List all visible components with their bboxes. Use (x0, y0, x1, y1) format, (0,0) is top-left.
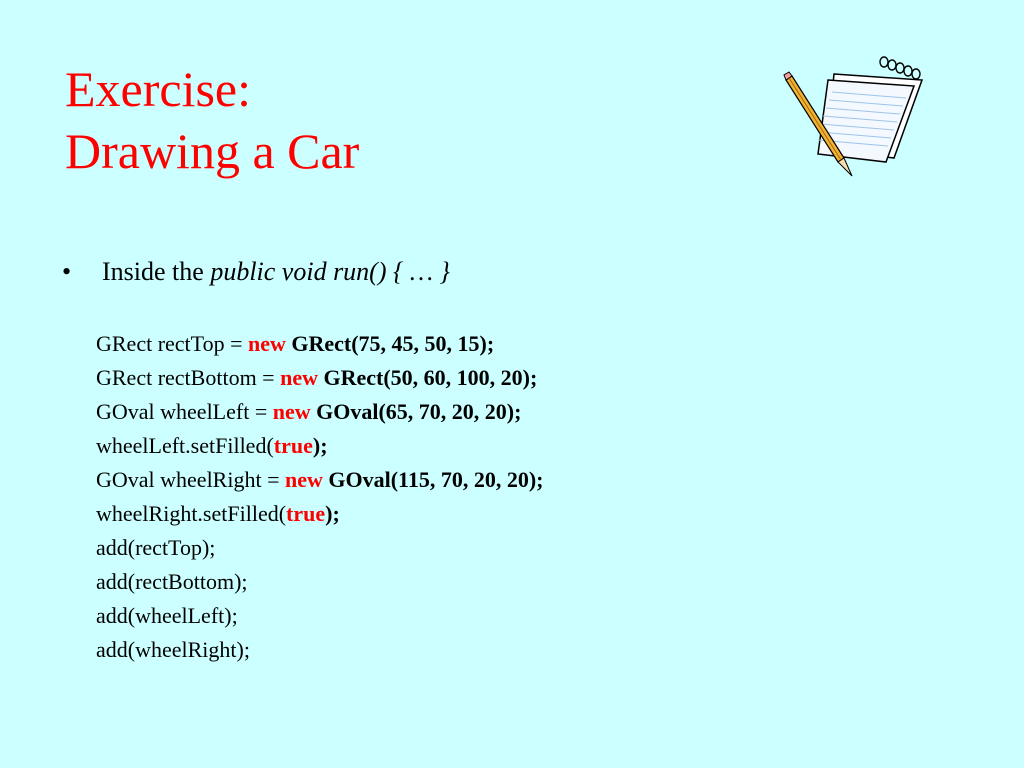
code-punctuation: ); (312, 433, 328, 458)
code-line (96, 599, 544, 633)
code-text: GRect rectTop = (96, 331, 248, 356)
code-constructor: GOval(115, 70, 20, 20); (328, 467, 544, 492)
code-keyword: new (247, 331, 286, 356)
code-keyword: new (280, 365, 318, 390)
code-text: add(wheelRight); (96, 637, 250, 662)
code-punctuation: ); (325, 501, 340, 526)
slide-title (65, 58, 359, 182)
code-keyword: new (272, 399, 311, 424)
code-constructor: GRect(75, 45, 50, 15); (291, 331, 495, 356)
code-text: GOval wheelRight = (96, 467, 285, 492)
code-constructor: GOval(65, 70, 20, 20); (316, 399, 522, 424)
code-text: add(rectTop); (96, 535, 216, 560)
code-text: wheelLeft.setFilled( (96, 433, 274, 458)
code-line (96, 429, 544, 463)
code-constructor: GRect(50, 60, 100, 20); (323, 365, 538, 390)
code-keyword: new (285, 467, 323, 492)
code-line (96, 497, 544, 531)
code-line (96, 463, 544, 497)
notepad-pencil-icon (782, 50, 932, 180)
code-line (96, 565, 544, 599)
code-keyword: true (273, 433, 313, 458)
code-line (96, 531, 544, 565)
slide-title-line-1: Exercise: (65, 61, 252, 117)
code-text: GOval wheelLeft = (96, 399, 273, 424)
bullet-text: Inside the (102, 257, 211, 286)
code-text: add(wheelLeft); (96, 603, 238, 628)
code-text: add(rectBottom); (96, 569, 248, 594)
code-line (96, 361, 544, 395)
bullet-icon: • (62, 257, 72, 286)
slide-title-line-2: Drawing a Car (65, 123, 360, 179)
bullet-method-signature: public void run() { … } (210, 257, 450, 286)
code-keyword: true (286, 501, 326, 526)
code-line (96, 395, 544, 429)
code-line (96, 327, 544, 361)
code-block (96, 327, 544, 667)
code-line (96, 633, 544, 667)
bullet-item (62, 254, 450, 290)
code-text: GRect rectBottom = (96, 365, 281, 390)
code-text: wheelRight.setFilled( (96, 501, 287, 526)
